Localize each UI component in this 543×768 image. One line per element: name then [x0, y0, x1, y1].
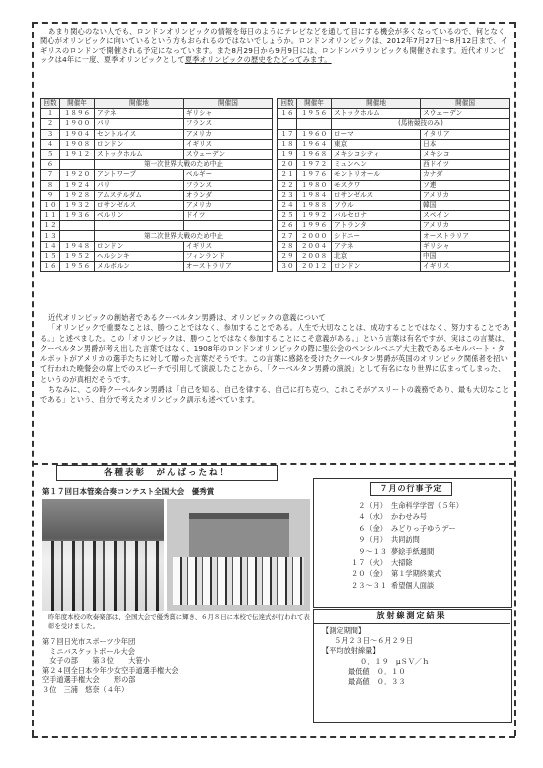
cell-number	[278, 119, 297, 129]
cell-year: １９８８	[297, 200, 332, 210]
table-row	[278, 119, 510, 129]
cell-country: アメリカ	[421, 190, 510, 200]
cell-year: １９６４	[297, 139, 332, 149]
cell-year: ２００４	[297, 241, 332, 251]
cell-city: 第一次世界大戦のため中止	[95, 160, 273, 170]
cell-city: バルセロナ	[332, 211, 421, 221]
average-label: 【平均放射線量】	[322, 646, 380, 656]
schedule-event: 希望個人面談	[391, 580, 435, 590]
table-row	[41, 221, 273, 231]
cell-year: １９２４	[60, 180, 95, 190]
cell-city: アテネ	[332, 241, 421, 251]
cell-city: ロサンゼルス	[332, 190, 421, 200]
cell-city: 北京	[332, 251, 421, 261]
cell-year	[60, 160, 95, 170]
schedule-event: 第１学期終業式	[391, 569, 442, 579]
table-body-left	[41, 109, 273, 272]
table-row	[278, 262, 510, 272]
cell-country: イギリス	[183, 241, 272, 251]
cell-city: パリ	[95, 119, 184, 129]
schedule-item	[330, 580, 508, 591]
cell-number: ２１	[278, 170, 297, 180]
cell-number: ８	[41, 180, 60, 190]
cell-country: ソ連	[421, 180, 510, 190]
radiation-results	[322, 626, 508, 687]
cell-country: ベルギー	[183, 170, 272, 180]
cell-year: １９３２	[60, 200, 95, 210]
min-value: ０．１０	[376, 666, 406, 676]
table-row	[278, 129, 510, 139]
cell-year: １９５２	[60, 251, 95, 261]
award-title: 第１７回日本管楽合奏コンテスト全国大会 優秀賞	[42, 487, 215, 496]
table-row	[41, 180, 273, 190]
cell-country: 西ドイツ	[421, 160, 510, 170]
cell-city: ソウル	[332, 200, 421, 210]
schedule-date: ９（月）	[358, 535, 387, 545]
schedule-item	[330, 568, 508, 579]
cell-year: ２０００	[297, 231, 332, 241]
cell-city: ストックホルム	[95, 149, 184, 159]
table-row	[278, 109, 510, 119]
radiation-header: 放射線測定結果	[313, 609, 510, 624]
col-header-year: 開催年	[60, 99, 95, 109]
result-line: ３位 三浦 悠奈（４年）	[42, 684, 129, 694]
school-building-figure	[189, 513, 289, 559]
cell-number: １１	[41, 211, 60, 221]
cell-year: １９６０	[297, 129, 332, 139]
cell-year	[60, 221, 95, 231]
cell-city: アムステルダム	[95, 190, 184, 200]
cell-city: 東京	[332, 139, 421, 149]
cell-country: アメリカ	[183, 200, 272, 210]
coubertin-essay	[40, 313, 512, 406]
cell-year: １９６８	[297, 149, 332, 159]
cell-year: １９１２	[60, 149, 95, 159]
cell-country: ドイツ	[183, 211, 272, 221]
cell-country: ギリシャ	[421, 241, 510, 251]
cell-year: １９３６	[60, 211, 95, 221]
cell-country: メキシコ	[421, 149, 510, 159]
cell-city: メルボルン	[95, 262, 184, 272]
cell-country: 韓国	[421, 200, 510, 210]
cell-number: ２６	[278, 221, 297, 231]
sports-results	[42, 637, 312, 695]
cell-number: １２	[41, 221, 60, 231]
cell-country: オーストラリア	[183, 262, 272, 272]
cell-country: フィンランド	[183, 251, 272, 261]
cell-number: １４	[41, 241, 60, 251]
schedule-date: ２０（金）	[351, 569, 387, 579]
table-row	[41, 119, 273, 129]
cell-city: モントリオール	[332, 170, 421, 180]
average-value: ０．１９ μＳＶ／ｈ	[360, 656, 430, 666]
cell-number: ２８	[278, 241, 297, 251]
cell-city: ストックホルム	[332, 109, 421, 119]
cell-year: １９８４	[297, 190, 332, 200]
cell-year	[297, 119, 332, 129]
cell-city: シドニー	[332, 231, 421, 241]
table-row	[278, 190, 510, 200]
cell-year: １９２８	[60, 190, 95, 200]
cell-year: １９０８	[60, 139, 95, 149]
table-row	[41, 170, 273, 180]
table-row	[278, 160, 510, 170]
cell-country: イタリア	[421, 129, 510, 139]
cell-country: イギリス	[421, 262, 510, 272]
cell-city: ヘルシンキ	[95, 251, 184, 261]
photo-caption: 昨年度本校の吹奏楽部は、全国大会で優秀賞に輝き、６月８日に本校で伝達式が行われて表彰を受けました。	[48, 613, 310, 630]
table-row	[41, 129, 273, 139]
period-value: ５月２３日～６月２９日	[334, 636, 414, 646]
cell-year: １８９６	[60, 109, 95, 119]
schedule-date: ４（水）	[358, 512, 387, 522]
cell-number: １５	[41, 251, 60, 261]
table-row	[278, 211, 510, 221]
col-header-number: 回数	[41, 99, 60, 109]
result-line: ミニバスケットボール大会	[42, 646, 135, 656]
table-row	[278, 251, 510, 261]
cell-number: １６	[278, 109, 297, 119]
table-header-row	[278, 99, 510, 109]
band-members-figure	[42, 541, 164, 611]
cell-year: １９４８	[60, 241, 95, 251]
essay-paragraph: ちなみに、この時クーベルタン男爵は「自己を知る、自己を律する、自己に打ち克つ、これこそがアスリートの義務であり、最も大切なことである」という、自分で考えたオリンピック訓示も述べています。	[40, 385, 510, 405]
schedule-item	[330, 534, 508, 545]
col-header-country: 開催国	[421, 99, 510, 109]
table-row	[41, 262, 273, 272]
table-row	[278, 180, 510, 190]
intro-text: あまり関心のない人でも、ロンドンオリンピックの情報を毎日のようにテレビなどを通して目にする機会が多くなっているので、何となく関心がオリンピックに向いているという方もおられるのではないでしょうか。ロンドンオリンピックは、2012年7月27日～8月12日まで、イギリスのロンドンで開催される予定になっています。また8月29日から9月9日には、ロンドンパラリンピックも開催されます。近代オリンピックは4年に一度、夏季オリンピックとして	[40, 27, 509, 65]
schedule-date: ２（月）	[358, 501, 387, 510]
cell-city: ロサンゼルス	[95, 200, 184, 210]
max-value: ０．３３	[376, 677, 406, 687]
table-row	[41, 200, 273, 210]
schedule-event: 夢絵手紙週間	[391, 546, 435, 556]
cell-year	[60, 231, 95, 241]
cell-city: パリ	[95, 180, 184, 190]
table-row	[41, 109, 273, 119]
schedule-header: ７月の行事予定	[370, 482, 452, 496]
cell-number: ３０	[278, 262, 297, 272]
page-border-top	[32, 22, 515, 24]
cell-country: スウェーデン	[421, 109, 510, 119]
schedule-date: ９～１３	[358, 546, 387, 556]
cell-number: ６	[41, 160, 60, 170]
result-line: 女子の部 第３位 大笹小	[42, 656, 150, 666]
cell-country: ギリシャ	[183, 109, 272, 119]
cell-number: ２５	[278, 211, 297, 221]
col-header-number: 回数	[278, 99, 297, 109]
table-row	[41, 251, 273, 261]
cell-number: １８	[278, 139, 297, 149]
cell-year: ２０１２	[297, 262, 332, 272]
schedule-list	[330, 500, 508, 591]
cell-city: メキシコシティ	[332, 149, 421, 159]
schedule-event: 共同訪問	[391, 535, 420, 545]
cell-country: カナダ	[421, 170, 510, 180]
col-header-country: 開催国	[183, 99, 272, 109]
cell-number: ４	[41, 139, 60, 149]
page-border-right	[514, 22, 516, 736]
table-row	[278, 149, 510, 159]
col-header-year: 開催年	[297, 99, 332, 109]
schedule-event: 生命科学学習（５年）	[391, 501, 463, 510]
cell-year: １９２０	[60, 170, 95, 180]
cell-city: アントワープ	[95, 170, 184, 180]
result-line: 第２４回全日本少年少女空手道選手権大会	[42, 665, 179, 675]
cell-number: ３	[41, 129, 60, 139]
group-photo	[167, 499, 310, 611]
cell-country	[183, 221, 272, 231]
result-line: 第７回日光市スポーツ少年団	[42, 637, 136, 646]
cell-number: ２３	[278, 190, 297, 200]
cell-country: オランダ	[183, 190, 272, 200]
cell-year: １９５６	[60, 262, 95, 272]
table-header-row	[41, 99, 273, 109]
cell-country: スペイン	[421, 211, 510, 221]
cell-number: ２４	[278, 200, 297, 210]
cell-city: アテネ	[95, 109, 184, 119]
table-row	[278, 170, 510, 180]
period-label: 【測定期間】	[322, 626, 366, 635]
table-row	[41, 211, 273, 221]
cell-country: アメリカ	[183, 129, 272, 139]
cell-city: モスクワ	[332, 180, 421, 190]
cell-city: ベルリン	[95, 211, 184, 221]
max-label: 最高値	[348, 677, 370, 687]
table-row	[278, 231, 510, 241]
table-row	[278, 200, 510, 210]
cell-city: (馬術競技のみ)	[332, 119, 510, 129]
schedule-item	[330, 500, 508, 511]
cell-city: ミュンヘン	[332, 160, 421, 170]
olympics-table-right	[277, 98, 510, 272]
table-row	[41, 160, 273, 170]
page-border-bottom	[32, 736, 515, 738]
col-header-city: 開催地	[95, 99, 184, 109]
cell-number: ５	[41, 149, 60, 159]
schedule-event: かわせみ号	[391, 512, 427, 522]
table-row	[41, 190, 273, 200]
schedule-item	[330, 511, 508, 522]
min-label: 最低値	[348, 666, 370, 676]
cell-city: ローマ	[332, 129, 421, 139]
cell-number: １９	[278, 149, 297, 159]
schedule-item	[330, 557, 508, 568]
page-border-left	[32, 22, 34, 736]
schedule-date: ６（金）	[358, 523, 387, 533]
band-photo	[42, 499, 164, 611]
cell-number: １３	[41, 231, 60, 241]
table-row	[41, 231, 273, 241]
essay-paragraph: 「オリンピックで重要なことは、勝つことではなく、参加することである。人生で大切なことは、成功することではなく、努力することである。」と述べました。この「オリンピックは、勝つことではなく参加することにこそ意義がある。」という言葉は有名ですが、実はこの言葉は、クーベルタン男爵が考え出した言葉ではなく、1908年のロンドンオリンピックの際に聖公会のペンシルベニア大主教であるエセルバート・タルボットがアメリカの選手たちに対して贈った言葉だそうです。この言葉に感銘を受けたクーベルタン男爵が英国のオリンピック関係者を招いて行われた晩餐会の席上でのスピーチで引用して演説したことから、「クーベルタン男爵の演説」として有名になり世界に広まってしまった、というのが真相だそうです。	[40, 323, 510, 384]
cell-country: イギリス	[183, 139, 272, 149]
cell-number: １６	[41, 262, 60, 272]
cell-number: ２０	[278, 160, 297, 170]
cell-year: １９７６	[297, 170, 332, 180]
cell-year: １９５６	[297, 109, 332, 119]
table-row	[278, 221, 510, 231]
col-header-city: 開催地	[332, 99, 421, 109]
table-row	[278, 139, 510, 149]
cell-number: ２７	[278, 231, 297, 241]
olympics-intro	[40, 27, 510, 65]
cell-number: ９	[41, 190, 60, 200]
schedule-date: ２３～３１	[351, 580, 387, 590]
cell-country: 日本	[421, 139, 510, 149]
schedule-date: １７（火）	[351, 558, 387, 568]
cell-city: セントルイス	[95, 129, 184, 139]
cell-number: ２２	[278, 180, 297, 190]
cell-number: １７	[278, 129, 297, 139]
students-group-figure	[173, 557, 304, 605]
cell-year: １９９２	[297, 211, 332, 221]
cell-year: １９０４	[60, 129, 95, 139]
cell-year: １９９６	[297, 221, 332, 231]
cell-number: ７	[41, 170, 60, 180]
result-line: 空手道選手権大会 形の部	[42, 675, 136, 685]
schedule-event: みどりっ子ゆうデー	[391, 523, 456, 533]
intro-underline: 夏季オリンピックの歴史をたどってみます。	[184, 55, 332, 65]
cell-city	[95, 221, 184, 231]
cell-number: ２９	[278, 251, 297, 261]
cell-year: １９００	[60, 119, 95, 129]
cell-number: １	[41, 109, 60, 119]
table-row	[41, 149, 273, 159]
table-row	[41, 139, 273, 149]
awards-header: 各種表彰 がんばったね！	[56, 465, 278, 481]
cell-country: フランス	[183, 180, 272, 190]
olympics-table-left	[40, 98, 273, 272]
table-body-right	[278, 109, 510, 272]
cell-year: １９７２	[297, 160, 332, 170]
table-row	[41, 241, 273, 251]
schedule-event: 大掃除	[391, 558, 413, 568]
cell-country: オーストラリア	[421, 231, 510, 241]
cell-country: 中国	[421, 251, 510, 261]
essay-paragraph: 近代オリンピックの創始者であるクーベルタン男爵は、オリンピックの意義について	[48, 313, 326, 322]
cell-country: アメリカ	[421, 221, 510, 231]
schedule-item	[330, 546, 508, 557]
cell-number: ２	[41, 119, 60, 129]
cell-number: １０	[41, 200, 60, 210]
cell-country: フランス	[183, 119, 272, 129]
cell-city: アトランタ	[332, 221, 421, 231]
cell-year: １９８０	[297, 180, 332, 190]
schedule-item	[330, 523, 508, 534]
cell-city: ロンドン	[332, 262, 421, 272]
cell-city: 第二次世界大戦のため中止	[95, 231, 273, 241]
cell-year: ２００８	[297, 251, 332, 261]
cell-city: ロンドン	[95, 139, 184, 149]
cell-country: スウェーデン	[183, 149, 272, 159]
table-row	[278, 241, 510, 251]
cell-city: ロンドン	[95, 241, 184, 251]
